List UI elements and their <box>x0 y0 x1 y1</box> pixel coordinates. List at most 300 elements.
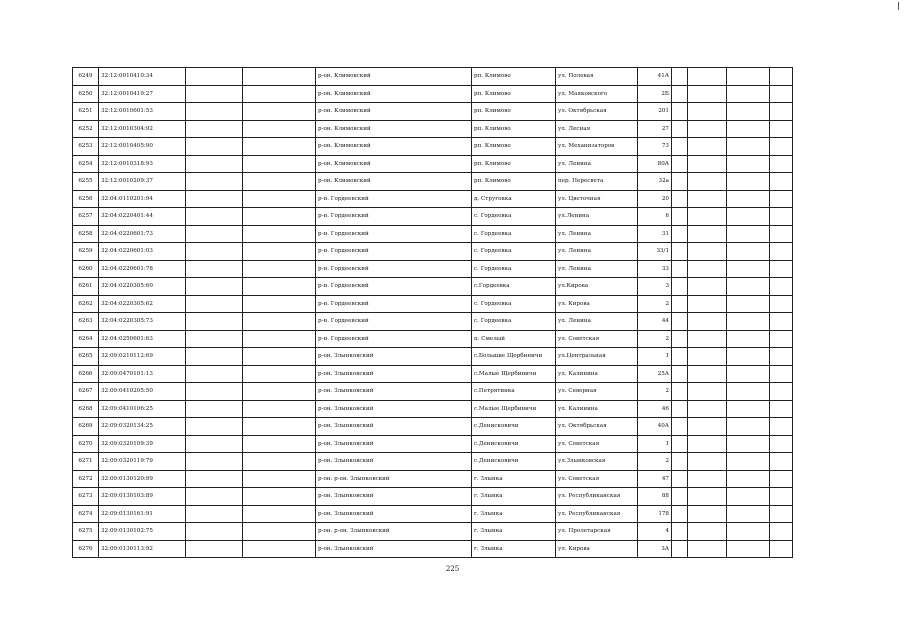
cell-locality: д. Струговка <box>472 190 556 208</box>
cell-cadastral-number: 32:09:0130120:99 <box>99 470 186 488</box>
cell-empty <box>186 488 243 506</box>
cell-locality: с.Большие Щербиничи <box>472 348 556 366</box>
cell-house: 27 <box>638 120 672 138</box>
cell-empty <box>243 138 316 156</box>
cell-empty <box>727 330 770 348</box>
table-row <box>73 295 793 313</box>
cell-house: 2 <box>638 453 672 471</box>
cell-district: р-он. Злынковский <box>316 453 472 471</box>
cell-street: ул.Ленина <box>556 208 638 226</box>
cell-empty <box>770 85 793 103</box>
cell-empty <box>688 68 727 86</box>
cell-number: 6267 <box>73 383 99 401</box>
cell-empty <box>672 330 688 348</box>
cell-empty <box>243 453 316 471</box>
cell-cadastral-number: 32:04:0220305:62 <box>99 295 186 313</box>
cell-cadastral-number: 32:09:0130161:91 <box>99 505 186 523</box>
cell-empty <box>770 295 793 313</box>
cell-empty <box>186 505 243 523</box>
cell-locality: г. Злынка <box>472 523 556 541</box>
cell-house: 1 <box>638 348 672 366</box>
cell-empty <box>243 383 316 401</box>
cell-empty <box>672 523 688 541</box>
cell-empty <box>770 488 793 506</box>
cell-number: 6250 <box>73 85 99 103</box>
table-row <box>73 470 793 488</box>
cell-cadastral-number: 32:09:0130102:75 <box>99 523 186 541</box>
table-row <box>73 85 793 103</box>
cell-number: 6265 <box>73 348 99 366</box>
cell-cadastral-number: 32:04:0110201:94 <box>99 190 186 208</box>
cell-empty <box>770 120 793 138</box>
cell-cadastral-number: 32:12:0010419:27 <box>99 85 186 103</box>
cell-empty <box>688 418 727 436</box>
cell-empty <box>186 383 243 401</box>
cell-empty <box>688 505 727 523</box>
cell-empty <box>770 260 793 278</box>
cell-empty <box>688 173 727 191</box>
cell-locality: рп. Климово <box>472 155 556 173</box>
cell-cadastral-number: 32:09:0320119:79 <box>99 453 186 471</box>
cell-empty <box>727 85 770 103</box>
cell-empty <box>727 190 770 208</box>
cell-empty <box>688 120 727 138</box>
cell-cadastral-number: 32:12:0010318:93 <box>99 155 186 173</box>
cell-number: 6251 <box>73 103 99 121</box>
cell-empty <box>186 243 243 261</box>
cell-empty <box>727 155 770 173</box>
cell-empty <box>688 523 727 541</box>
cell-empty <box>727 505 770 523</box>
cell-number: 6257 <box>73 208 99 226</box>
cell-empty <box>770 470 793 488</box>
cell-empty <box>727 260 770 278</box>
cell-empty <box>727 418 770 436</box>
cell-empty <box>688 85 727 103</box>
cell-locality: рп. Климово <box>472 68 556 86</box>
cell-empty <box>688 225 727 243</box>
cell-house: 31 <box>638 225 672 243</box>
cell-empty <box>243 400 316 418</box>
cell-empty <box>243 278 316 296</box>
cell-empty <box>688 243 727 261</box>
cell-empty <box>672 260 688 278</box>
cell-house: 41А <box>638 68 672 86</box>
cell-cadastral-number: 32:09:0470101:13 <box>99 365 186 383</box>
cell-locality: с.Денисковичи <box>472 453 556 471</box>
cell-locality: с.Петрятинка <box>472 383 556 401</box>
cell-empty <box>727 488 770 506</box>
cell-district: р-он. Климовский <box>316 138 472 156</box>
cell-house: 1 <box>638 435 672 453</box>
cell-street: ул. Ленина <box>556 155 638 173</box>
cell-empty <box>186 330 243 348</box>
table-row <box>73 120 793 138</box>
cell-empty <box>243 295 316 313</box>
cell-district: р-н. Гордеевский <box>316 330 472 348</box>
cell-empty <box>770 523 793 541</box>
table-row <box>73 330 793 348</box>
cell-number: 6268 <box>73 400 99 418</box>
cell-district: р-он. р-он. Злынковский <box>316 523 472 541</box>
table-row <box>73 138 793 156</box>
cell-empty <box>770 365 793 383</box>
cell-district: р-он. Климовский <box>316 103 472 121</box>
cell-district: р-он. Злынковский <box>316 505 472 523</box>
cell-locality: с. Гордеевка <box>472 295 556 313</box>
cell-empty <box>672 453 688 471</box>
cell-empty <box>186 190 243 208</box>
cell-number: 6261 <box>73 278 99 296</box>
cell-locality: г. Злынка <box>472 505 556 523</box>
cell-house: 178 <box>638 505 672 523</box>
cell-empty <box>727 243 770 261</box>
cell-empty <box>243 120 316 138</box>
cell-empty <box>688 208 727 226</box>
cell-number: 6258 <box>73 225 99 243</box>
cell-empty <box>186 155 243 173</box>
cell-empty <box>186 278 243 296</box>
cell-empty <box>688 365 727 383</box>
cell-street: ул. Механизаторов <box>556 138 638 156</box>
cell-empty <box>727 348 770 366</box>
cell-empty <box>727 313 770 331</box>
cell-empty <box>186 68 243 86</box>
table-row <box>73 400 793 418</box>
cell-empty <box>727 278 770 296</box>
cell-district: р-он. Климовский <box>316 85 472 103</box>
table-row <box>73 68 793 86</box>
cell-empty <box>186 523 243 541</box>
cell-empty <box>770 225 793 243</box>
cell-empty <box>770 103 793 121</box>
cell-empty <box>727 138 770 156</box>
cell-empty <box>672 85 688 103</box>
cell-district: р-н. Гордеевский <box>316 295 472 313</box>
cell-empty <box>688 540 727 558</box>
cell-empty <box>672 505 688 523</box>
cell-empty <box>770 505 793 523</box>
table-row <box>73 365 793 383</box>
cell-number: 6252 <box>73 120 99 138</box>
cell-empty <box>672 120 688 138</box>
cell-house: 44 <box>638 313 672 331</box>
cell-empty <box>672 348 688 366</box>
cell-street: ул. Ленина <box>556 260 638 278</box>
cell-cadastral-number: 32:04:0220305:60 <box>99 278 186 296</box>
cell-empty <box>770 400 793 418</box>
cell-empty <box>688 453 727 471</box>
cell-cadastral-number: 32:09:0320134:25 <box>99 418 186 436</box>
cell-house: 2 <box>638 330 672 348</box>
cell-locality: с. Гордеевка <box>472 313 556 331</box>
cell-house: 2Б <box>638 85 672 103</box>
cell-cadastral-number: 32:09:0410205:50 <box>99 383 186 401</box>
cell-empty <box>727 295 770 313</box>
cell-street: ул. Октябрьская <box>556 103 638 121</box>
table-row <box>73 278 793 296</box>
cell-empty <box>186 418 243 436</box>
cell-empty <box>186 225 243 243</box>
cell-empty <box>727 540 770 558</box>
cell-empty <box>243 418 316 436</box>
cell-empty <box>243 85 316 103</box>
cell-empty <box>243 435 316 453</box>
cell-number: 6266 <box>73 365 99 383</box>
cell-empty <box>672 383 688 401</box>
cell-empty <box>186 295 243 313</box>
table-row <box>73 313 793 331</box>
cell-street: ул. Республиканская <box>556 488 638 506</box>
cell-empty <box>186 348 243 366</box>
cell-district: р-он. Злынковский <box>316 488 472 506</box>
cell-empty <box>770 383 793 401</box>
cell-street: ул. Республиканская <box>556 505 638 523</box>
table-row <box>73 208 793 226</box>
cell-empty <box>688 260 727 278</box>
cell-district: р-он. Злынковский <box>316 435 472 453</box>
cell-empty <box>672 365 688 383</box>
cell-street: ул. Октябрьская <box>556 418 638 436</box>
cell-empty <box>727 400 770 418</box>
cell-locality: с. Гордеевка <box>472 260 556 278</box>
cell-empty <box>243 208 316 226</box>
cell-empty <box>727 435 770 453</box>
cell-number: 6262 <box>73 295 99 313</box>
cell-cadastral-number: 32:12:0010601:53 <box>99 103 186 121</box>
cell-empty <box>672 435 688 453</box>
cell-number: 6260 <box>73 260 99 278</box>
cell-empty <box>688 295 727 313</box>
cell-empty <box>672 243 688 261</box>
cell-street: ул. Советская <box>556 330 638 348</box>
cell-empty <box>186 470 243 488</box>
cell-number: 6276 <box>73 540 99 558</box>
table-row <box>73 348 793 366</box>
cell-empty <box>243 155 316 173</box>
cell-empty <box>186 435 243 453</box>
cell-empty <box>770 348 793 366</box>
cell-empty <box>186 208 243 226</box>
cell-street: ул. Ленина <box>556 225 638 243</box>
cell-empty <box>688 103 727 121</box>
cell-empty <box>770 453 793 471</box>
cell-empty <box>688 435 727 453</box>
cell-empty <box>770 418 793 436</box>
cell-street: ул. Лесная <box>556 120 638 138</box>
cell-empty <box>672 400 688 418</box>
cell-empty <box>186 260 243 278</box>
cell-number: 6259 <box>73 243 99 261</box>
table-row <box>73 540 793 558</box>
cell-cadastral-number: 32:09:0410106:25 <box>99 400 186 418</box>
table-row <box>73 173 793 191</box>
cell-house: 3 <box>638 278 672 296</box>
cell-street: ул.Центральная <box>556 348 638 366</box>
cell-house: 80А <box>638 155 672 173</box>
table-row <box>73 418 793 436</box>
cell-street: ул.Кирова <box>556 278 638 296</box>
cell-empty <box>770 330 793 348</box>
cell-empty <box>770 138 793 156</box>
cell-empty <box>688 348 727 366</box>
table-row <box>73 225 793 243</box>
cell-number: 6249 <box>73 68 99 86</box>
cell-empty <box>672 225 688 243</box>
cell-number: 6264 <box>73 330 99 348</box>
cell-house: 201 <box>638 103 672 121</box>
cell-cadastral-number: 32:04:0220305:73 <box>99 313 186 331</box>
table-row <box>73 260 793 278</box>
cell-locality: рп. Климово <box>472 85 556 103</box>
cell-house: 2 <box>638 383 672 401</box>
cell-district: р-он. Злынковский <box>316 540 472 558</box>
cell-house: 20 <box>638 190 672 208</box>
cell-empty <box>186 313 243 331</box>
cell-empty <box>672 418 688 436</box>
cell-number: 6256 <box>73 190 99 208</box>
cell-street: пер. Пересвета <box>556 173 638 191</box>
cell-house: 4 <box>638 523 672 541</box>
cell-empty <box>727 103 770 121</box>
cell-empty <box>186 453 243 471</box>
cell-empty <box>672 68 688 86</box>
cell-district: р-он. Климовский <box>316 120 472 138</box>
edge-mark <box>898 2 899 10</box>
cell-locality: с. Гордеевка <box>472 225 556 243</box>
cell-empty <box>727 208 770 226</box>
cell-empty <box>727 365 770 383</box>
cell-empty <box>727 225 770 243</box>
cell-street: ул. Кирова <box>556 540 638 558</box>
cell-cadastral-number: 32:04:0220401:44 <box>99 208 186 226</box>
cell-empty <box>688 383 727 401</box>
cell-empty <box>243 348 316 366</box>
cell-empty <box>770 243 793 261</box>
cell-empty <box>770 208 793 226</box>
cell-number: 6271 <box>73 453 99 471</box>
cell-empty <box>688 330 727 348</box>
cell-empty <box>243 523 316 541</box>
cell-empty <box>770 190 793 208</box>
cell-empty <box>672 540 688 558</box>
table-row <box>73 190 793 208</box>
cell-number: 6255 <box>73 173 99 191</box>
cell-empty <box>770 68 793 86</box>
cell-district: р-он. Климовский <box>316 68 472 86</box>
cell-empty <box>727 523 770 541</box>
page-number: 225 <box>445 565 460 573</box>
cell-street: ул. Полевая <box>556 68 638 86</box>
cell-number: 6269 <box>73 418 99 436</box>
cell-number: 6270 <box>73 435 99 453</box>
cell-cadastral-number: 32:09:0130103:89 <box>99 488 186 506</box>
cell-locality: с.Денисковичи <box>472 418 556 436</box>
cell-cadastral-number: 32:12:0010304:92 <box>99 120 186 138</box>
cell-street: ул. Калинина <box>556 365 638 383</box>
cell-number: 6254 <box>73 155 99 173</box>
cell-cadastral-number: 32:12:0010209:37 <box>99 173 186 191</box>
cell-empty <box>186 365 243 383</box>
cell-empty <box>672 190 688 208</box>
cell-empty <box>672 103 688 121</box>
cell-empty <box>688 400 727 418</box>
table-row <box>73 155 793 173</box>
cell-locality: п. Смелый <box>472 330 556 348</box>
cell-cadastral-number: 32:12:0010405:90 <box>99 138 186 156</box>
cell-district: р-н. Гордеевский <box>316 278 472 296</box>
cell-empty <box>243 365 316 383</box>
cell-house: 46 <box>638 400 672 418</box>
cell-empty <box>186 540 243 558</box>
cell-district: р-он. Злынковский <box>316 383 472 401</box>
cell-cadastral-number: 32:04:0250601:63 <box>99 330 186 348</box>
cell-street: ул. Советская <box>556 435 638 453</box>
cell-district: р-он. Злынковский <box>316 400 472 418</box>
cell-empty <box>672 278 688 296</box>
cell-street: ул. Кирова <box>556 295 638 313</box>
cell-street: ул. Калинина <box>556 400 638 418</box>
cell-locality: рп. Климово <box>472 120 556 138</box>
cell-empty <box>672 313 688 331</box>
cell-empty <box>727 173 770 191</box>
cell-number: 6263 <box>73 313 99 331</box>
cell-empty <box>770 278 793 296</box>
cell-street: ул. Советская <box>556 470 638 488</box>
cell-empty <box>672 155 688 173</box>
cell-district: р-н. Гордеевский <box>316 225 472 243</box>
cell-cadastral-number: 32:09:0320109:39 <box>99 435 186 453</box>
cell-empty <box>727 383 770 401</box>
cell-street: ул. Ленина <box>556 243 638 261</box>
cell-empty <box>688 470 727 488</box>
table-row <box>73 523 793 541</box>
cell-empty <box>672 295 688 313</box>
cell-empty <box>243 505 316 523</box>
table-row <box>73 488 793 506</box>
table-row <box>73 505 793 523</box>
cell-number: 6253 <box>73 138 99 156</box>
cell-district: р-н. Гордеевский <box>316 313 472 331</box>
cell-number: 6275 <box>73 523 99 541</box>
cell-empty <box>727 470 770 488</box>
cell-cadastral-number: 32:09:0130113:92 <box>99 540 186 558</box>
cell-empty <box>727 120 770 138</box>
cell-street: ул. Пролетарская <box>556 523 638 541</box>
cell-empty <box>243 190 316 208</box>
cell-empty <box>243 173 316 191</box>
cell-district: р-н. Гордеевский <box>316 190 472 208</box>
cell-empty <box>770 173 793 191</box>
cell-empty <box>243 260 316 278</box>
cell-district: р-он. р-он. Злынковский <box>316 470 472 488</box>
cell-locality: рп. Климово <box>472 138 556 156</box>
table-row <box>73 435 793 453</box>
cell-locality: г. Злынка <box>472 540 556 558</box>
cell-empty <box>672 470 688 488</box>
cell-empty <box>688 190 727 208</box>
cell-empty <box>243 488 316 506</box>
cell-district: р-он. Злынковский <box>316 365 472 383</box>
cell-empty <box>672 173 688 191</box>
cell-house: 6 <box>638 208 672 226</box>
cell-empty <box>727 453 770 471</box>
cell-empty <box>243 540 316 558</box>
table-row <box>73 383 793 401</box>
cell-locality: с. Гордеевка <box>472 243 556 261</box>
cell-locality: с.Денисковичи <box>472 435 556 453</box>
cell-district: р-н. Гордеевский <box>316 208 472 226</box>
